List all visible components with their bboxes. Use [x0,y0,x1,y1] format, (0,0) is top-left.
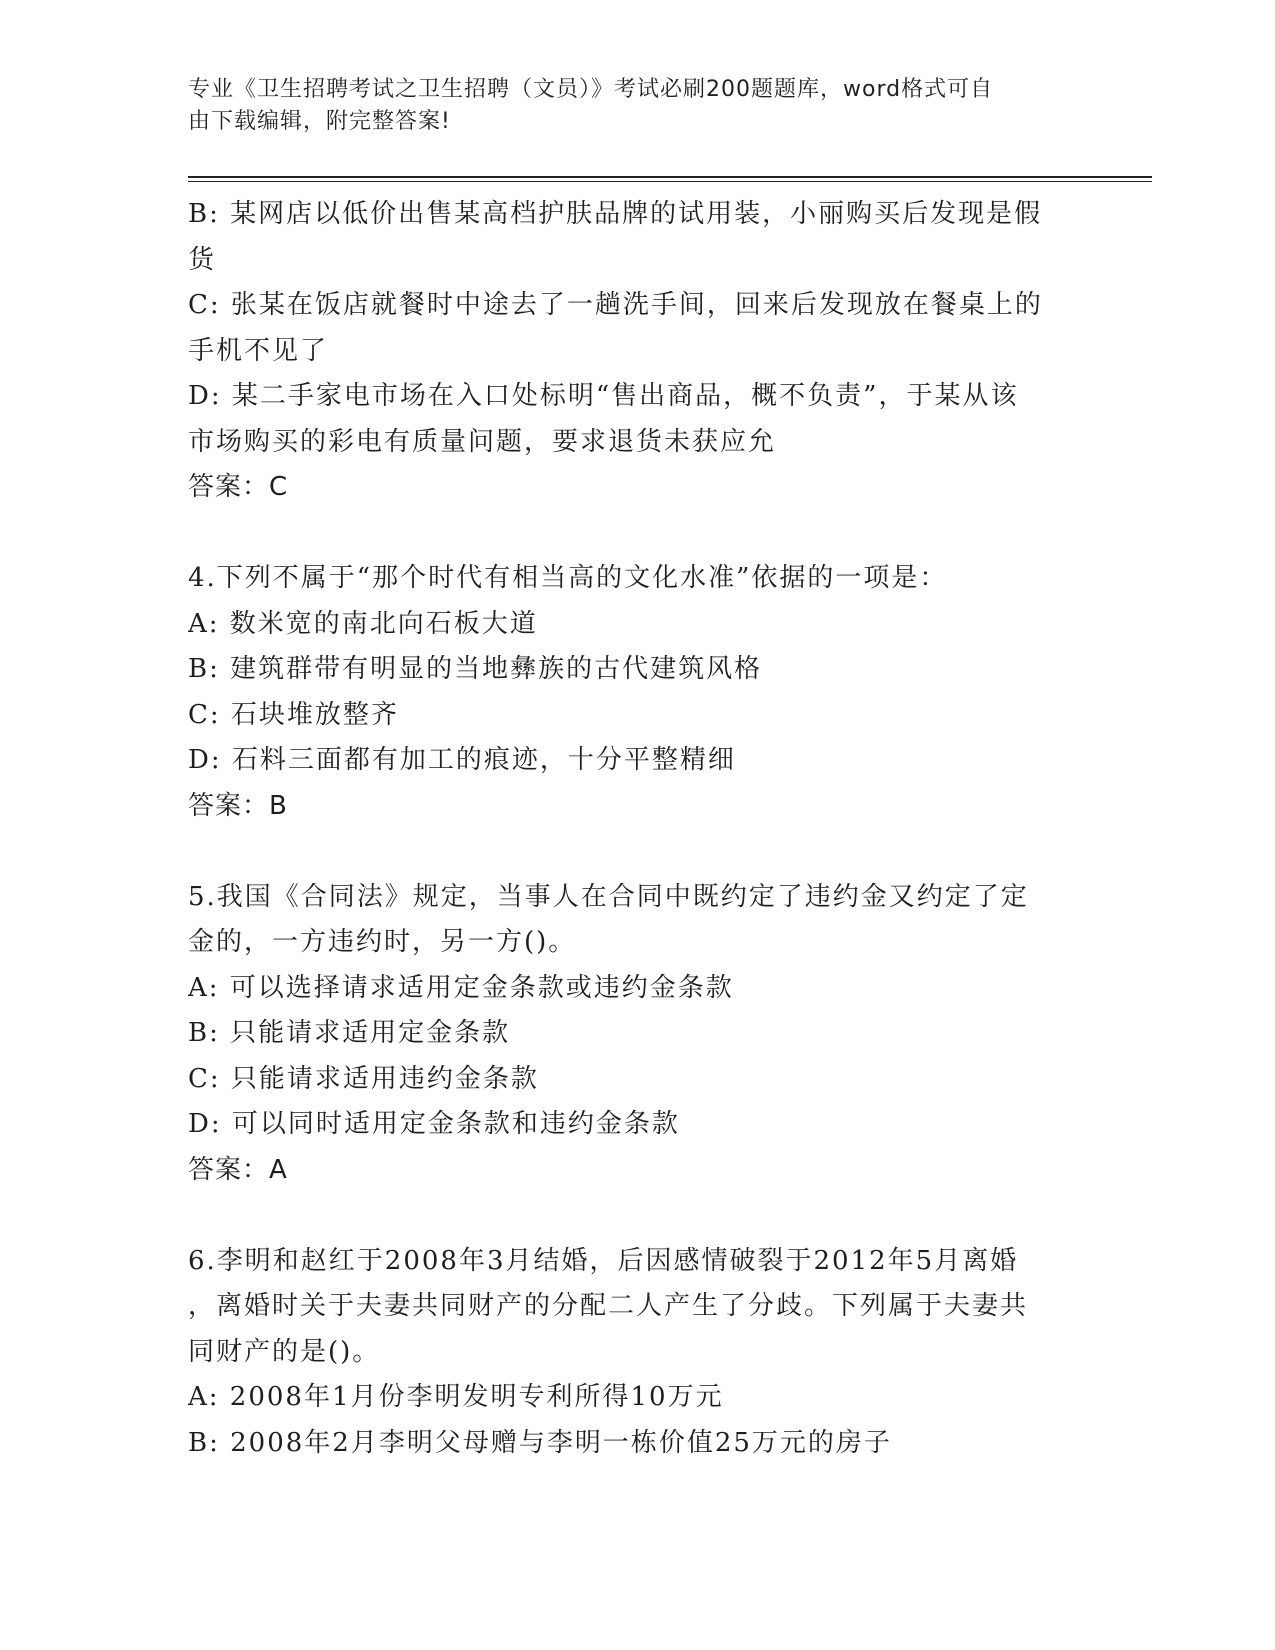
q3-option-d-line-2: 市场购买的彩电有质量问题，要求退货未获应允 [188,426,777,457]
header-divider-thick [188,176,1152,178]
q4-stem: 4.下列不属于“那个时代有相当高的文化水准”依据的一项是： [188,563,948,593]
question-3-options [188,192,1068,511]
q3-answer: 答案：C [188,472,289,502]
q6-stem-line-2: ，离婚时关于夫妻共同财产的分配二人产生了分歧。下列属于夫妻共 [188,1291,1029,1321]
q5-option-d: D: 可以同时适用定金条款和违约金条款 [188,1109,680,1139]
q5-option-c: C: 只能请求适用违约金条款 [188,1063,539,1094]
question-6 [188,1239,1068,1467]
question-4 [188,556,1068,829]
document-body [188,192,1068,1466]
q3-option-b-line-1: B: 某网店以低价出售某高档护肤品牌的试用装，小丽购买后发现是假 [188,199,1043,229]
q5-option-b: B: 只能请求适用定金条款 [188,1018,511,1048]
header-line-1: 专业《卫生招聘考试之卫生招聘（文员）》考试必刷200题题库，word格式可自 [188,77,994,102]
q6-stem-line-1: 6.李明和赵红于2008年3月结婚，后因感情破裂于2012年5月离婚 [188,1245,1019,1276]
q5-option-a: A: 可以选择请求适用定金条款或违约金条款 [188,972,734,1003]
q6-option-b: B: 2008年2月李明父母赠与李明一栋价值25万元的房子 [188,1427,892,1458]
q3-option-c-line-1: C: 张某在饭店就餐时中途去了一趟洗手间，回来后发现放在餐桌上的 [188,290,1043,320]
q4-option-d: D: 石料三面都有加工的痕迹，十分平整精细 [188,745,736,775]
q4-option-a: A: 数米宽的南北向石板大道 [188,608,538,639]
q6-option-a: A: 2008年1月份李明发明专利所得10万元 [188,1382,724,1412]
question-5 [188,875,1068,1194]
q3-option-d-line-1: D: 某二手家电市场在入口处标明“售出商品，概不负责”，于某从该 [188,381,1019,411]
q3-option-b-line-2: 货 [188,244,217,275]
page-header [188,74,1068,138]
q5-stem-line-1: 5.我国《合同法》规定，当事人在合同中既约定了违约金又约定了定 [188,881,1029,912]
header-line-2: 由下载编辑，附完整答案! [188,109,451,134]
q4-answer: 答案：B [188,790,288,821]
q4-option-c: C: 石块堆放整齐 [188,699,399,730]
header-divider-thin [188,181,1152,182]
spacer [188,511,1068,557]
q5-stem-line-2: 金的，一方违约时，另一方()。 [188,927,577,957]
spacer [188,829,1068,875]
q6-stem-line-3: 同财产的是()。 [188,1336,381,1367]
q3-option-c-line-2: 手机不见了 [188,335,329,366]
q4-option-b: B: 建筑群带有明显的当地彝族的古代建筑风格 [188,654,763,684]
q5-answer: 答案：A [188,1154,288,1185]
spacer [188,1193,1068,1239]
